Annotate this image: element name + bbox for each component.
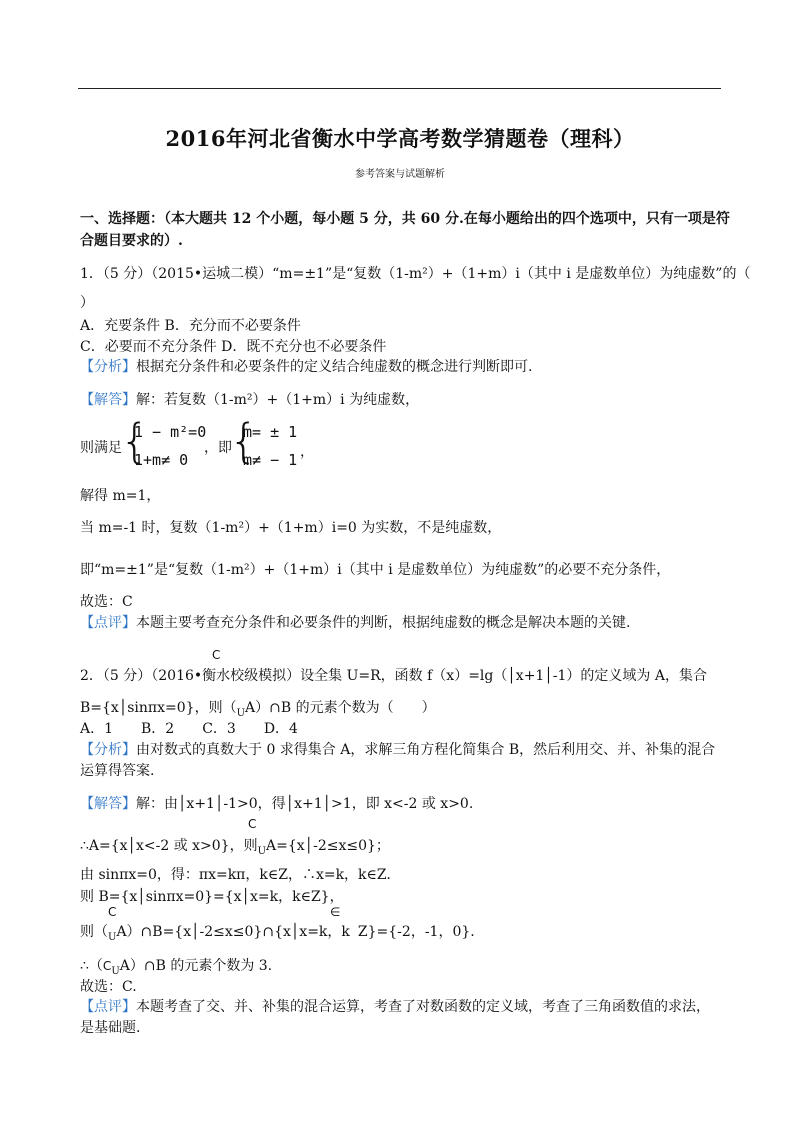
complement-symbol: C bbox=[248, 817, 257, 831]
q1-stem-line1: 1．（5 分）（2015•运城二模）“m=±1”是“复数（1-m²）+（1+m）i（其中 i 是虚数单位）为纯虚数”的（ bbox=[80, 266, 751, 282]
complement-symbol: C bbox=[212, 648, 221, 662]
q1-conclusion: 即“m=±1”是“复数（1-m²）+（1+m）i（其中 i 是虚数单位）为纯虚数”的必要不充分条件， bbox=[80, 562, 671, 578]
comment-text: 本题主要考查充分条件和必要条件的判断，根据纯虚数的概念是解决本题的关键. bbox=[136, 615, 631, 631]
header-rule bbox=[78, 88, 721, 89]
subscript-u: U bbox=[108, 931, 117, 943]
analysis-text: 由对数式的真数大于 0 求得集合 A，求解三角方程化简集合 B，然后利用交、并、补集的混合 bbox=[136, 742, 716, 758]
comment-tag: 【点评】 bbox=[80, 999, 136, 1015]
q2-stem-line2 bbox=[80, 697, 436, 719]
analysis-tag: 【分析】 bbox=[80, 359, 136, 375]
q1-system-end: ， bbox=[300, 444, 314, 460]
analysis-text: 根据充分条件和必要条件的定义结合纯虚数的概念进行判断即可. bbox=[136, 359, 533, 375]
section-heading-line2: 合题目要求的）. bbox=[80, 233, 183, 249]
left-brace: { bbox=[229, 414, 259, 468]
subscript-u: U bbox=[111, 965, 120, 977]
q1-analysis bbox=[80, 356, 532, 376]
complement-symbol: C bbox=[102, 959, 112, 973]
answer-text: 解：若复数（1-m²）+（1+m）i 为纯虚数， bbox=[136, 392, 420, 408]
q1-system1-eq2: 1+m≠ 0 bbox=[134, 451, 189, 469]
q2-answer-line2 bbox=[80, 835, 390, 857]
q1-when: 当 m=-1 时，复数（1-m²）+（1+m）i=0 为实数，不是纯虚数， bbox=[80, 520, 502, 536]
q1-system1-eq1: 1 − m²=0 bbox=[134, 423, 207, 441]
q1-ji-label: ，即 bbox=[204, 440, 232, 456]
q2-answer-line2-b: A={x│-2≤x≤0}； bbox=[266, 838, 390, 854]
left-brace: { bbox=[120, 414, 150, 468]
q2-answer-line5-c: Z}={-2，-1，0}. bbox=[357, 924, 475, 940]
q2-stem-line2-b: A）∩B 的元素个数为（ ） bbox=[245, 700, 436, 716]
q2-comment-line1 bbox=[80, 996, 710, 1016]
q2-answer-line1 bbox=[80, 793, 473, 813]
q2-answer-line2-a: ∴A={x│x<-2 或 x>0}，则 bbox=[80, 838, 258, 854]
answer-text: 解：由│x+1│-1>0，得│x+1│>1，即 x<-2 或 x>0. bbox=[136, 796, 474, 812]
q2-options: A．1 B．2 C．3 D．4 bbox=[80, 721, 298, 737]
q2-choice: 故选：C. bbox=[80, 979, 137, 995]
q2-answer-line5-a: 则（ bbox=[80, 924, 108, 940]
q1-options-cd: C．必要而不充分条件 D．既不充分也不必要条件 bbox=[80, 339, 387, 355]
q1-stem-line2: ） bbox=[80, 295, 94, 311]
q2-answer-line4: 则 B={x│sinπx=0}={x│x=k，k∈Z}， bbox=[80, 889, 344, 905]
subscript-u: U bbox=[236, 707, 246, 719]
q1-comment bbox=[80, 612, 630, 632]
comment-text: 本题考查了交、并、补集的混合运算，考查了对数函数的定义域，考查了三角函数值的求法， bbox=[136, 999, 710, 1015]
complement-symbol: C bbox=[108, 905, 117, 919]
answer-tag: 【解答】 bbox=[80, 392, 136, 408]
q1-solve: 解得 m=1， bbox=[80, 488, 161, 504]
q1-system2-eq1: m= ± 1 bbox=[243, 423, 298, 441]
q2-stem-line1: 2．（5 分）（2016•衡水校级模拟）设全集 U=R，函数 f（x）=lg（│x+1│-1）的定义域为 A，集合 bbox=[80, 668, 707, 684]
q2-answer-line6 bbox=[80, 955, 272, 977]
q2-answer-line6-b: A）∩B 的元素个数为 3. bbox=[119, 958, 273, 974]
section-heading-line1: 一、选择题：（本大题共 12 个小题，每小题 5 分，共 60 分.在每小题给出的四个选项中，只有一项是符 bbox=[80, 211, 730, 227]
q1-choice: 故选：C bbox=[80, 594, 133, 610]
q1-answer bbox=[80, 389, 419, 409]
q2-answer-line3: 由 sinπx=0，得：πx=kπ，k∈Z，∴x=k，k∈Z. bbox=[80, 867, 391, 883]
q2-stem-line2-a: B={x│sinπx=0}，则（ bbox=[80, 700, 237, 716]
q1-options-ab: A．充要条件 B．充分而不必要条件 bbox=[80, 318, 301, 334]
page-subtitle: 参考答案与试题解析 bbox=[355, 169, 445, 180]
q1-satisfy-label: 则满足 bbox=[80, 440, 122, 456]
answer-tag: 【解答】 bbox=[80, 796, 136, 812]
element-of-symbol: ∈ bbox=[330, 905, 341, 919]
q2-answer-line5 bbox=[80, 921, 475, 943]
q2-analysis-line2: 运算得答案. bbox=[80, 763, 155, 779]
subscript-u: U bbox=[257, 845, 267, 857]
analysis-tag: 【分析】 bbox=[80, 742, 136, 758]
q2-answer-line6-a: ∴（ bbox=[80, 958, 103, 974]
q2-comment-line2: 是基础题. bbox=[80, 1020, 141, 1036]
q2-answer-line5-b: A）∩B={x│-2≤x≤0}∩{x│x=k，k bbox=[116, 924, 350, 940]
comment-tag: 【点评】 bbox=[80, 615, 136, 631]
q1-system2-eq2: m≠ − 1 bbox=[243, 451, 298, 469]
q2-analysis-line1 bbox=[80, 739, 715, 759]
page-title: 2016年河北省衡水中学高考数学猜题卷（理科） bbox=[165, 126, 635, 151]
